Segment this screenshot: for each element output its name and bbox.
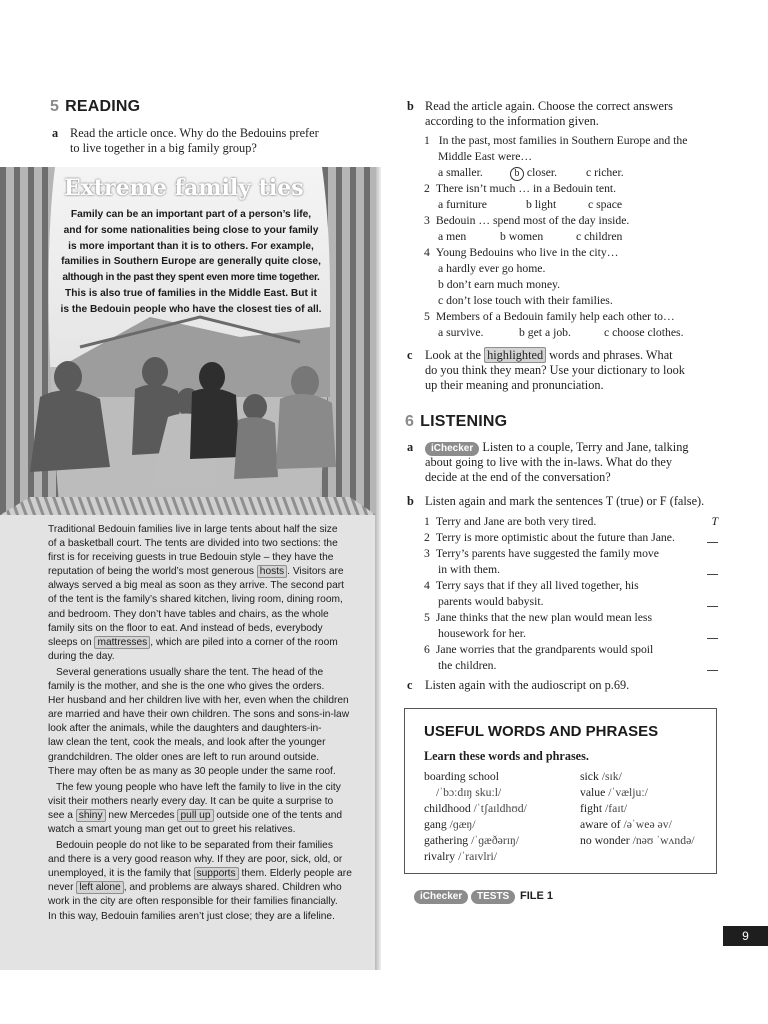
tf-item — [424, 578, 720, 610]
item-number: 2 — [424, 531, 430, 544]
vocab-word: gang — [424, 818, 447, 831]
vocab-item — [424, 769, 584, 785]
vocab-pronunciation: /əˈweə əv/ — [623, 818, 672, 831]
useful-words-box — [404, 708, 717, 874]
vocab-item — [424, 833, 584, 849]
option-text: closer. — [526, 166, 558, 179]
item-number: 2 — [424, 182, 430, 195]
question-text: to live together in a big family group? — [70, 141, 257, 155]
item-stem: In the past, most families in Southern Europe and the — [438, 134, 688, 147]
intro-line: although in the past they spent even more time together. — [62, 272, 320, 284]
question-text: Read the article once. Why do the Bedouins prefer — [70, 126, 319, 140]
highlighted-word: highlighted — [484, 347, 546, 363]
question-label: a — [407, 440, 414, 454]
item-text: Terry is more optimistic about the future than Jane. — [435, 531, 675, 544]
item-text: housework for her. — [438, 627, 526, 640]
article-paragraph-2 — [48, 666, 372, 779]
body-line — [48, 565, 372, 579]
item-number: 1 — [424, 134, 430, 147]
question-text — [425, 348, 673, 363]
item-text: Terry and Jane are both very tired. — [435, 515, 597, 528]
tf-item — [424, 530, 720, 546]
item-text: Jane worries that the grandparents would spoil — [435, 643, 654, 656]
vocab-pronunciation: /ˈvæljuː/ — [608, 786, 648, 799]
article-body — [48, 523, 372, 924]
question-text: Listen again and mark the sentences T (true) or F (false). — [425, 494, 705, 508]
vocab-pronunciation: /ˈbɔːdɪŋ skuːl/ — [436, 786, 502, 799]
mc-item — [424, 181, 744, 197]
article-intro — [46, 207, 336, 318]
body-line — [48, 881, 372, 895]
text: Look at the — [425, 348, 485, 362]
item-number: 3 — [424, 214, 430, 227]
question-text — [425, 440, 689, 456]
reading-section-heading — [50, 98, 140, 116]
vocab-item — [424, 849, 584, 865]
body-line: look after the animals, while the daughters and daughters-in- — [48, 723, 322, 735]
option-a[interactable]: a smaller. — [438, 166, 483, 179]
text: never — [48, 882, 77, 894]
mc-options — [424, 229, 744, 245]
answer-blank[interactable]: T — [711, 515, 718, 528]
file-label: FILE 1 — [519, 890, 553, 902]
tests-badge[interactable]: TESTS — [471, 890, 515, 904]
question-text: up their meaning and pronunciation. — [425, 378, 604, 392]
useful-words-subtitle: Learn these words and phrases. — [424, 749, 589, 763]
reading-question-c — [407, 348, 737, 394]
option-a[interactable]: a furniture — [438, 198, 487, 211]
vocab-item — [580, 769, 715, 785]
article-title: Extreme family ties — [64, 175, 304, 201]
vocab-pronunciation: /ˈraɪvlri/ — [458, 850, 498, 863]
vocab-word: aware of — [580, 818, 621, 831]
option-c[interactable]: c space — [588, 198, 623, 211]
item-text: in with them. — [438, 563, 501, 576]
question-label: b — [407, 494, 414, 508]
body-line: In this way, Bedouin families aren’t just close; they are a lifeline. — [48, 910, 335, 922]
body-line: There may often be as many as 30 people under the same roof. — [48, 765, 336, 777]
body-line: family is the mother, and she is the one who gives the orders. — [48, 681, 325, 693]
body-line: always served a big meal as soon as they arrive. The second part — [48, 580, 344, 592]
answer-blank[interactable] — [707, 638, 718, 639]
text: , and problems are always shared. Children who — [123, 882, 342, 894]
multiple-choice-list — [424, 133, 744, 341]
item-number: 6 — [424, 643, 430, 656]
text: see a — [48, 809, 76, 821]
vocab-word: childhood — [424, 802, 471, 815]
ichecker-icon[interactable]: iChecker — [425, 442, 479, 456]
option-a[interactable]: a survive. — [438, 326, 484, 339]
vocab-pronunciation: /ˈɡæðərɪŋ/ — [471, 834, 520, 847]
section-title: LISTENING — [420, 413, 508, 430]
body-line: watch a smart young man get out to greet his relatives. — [48, 823, 296, 835]
useful-words-title: USEFUL WORDS AND PHRASES — [424, 723, 659, 740]
article-paragraph-3 — [48, 781, 372, 837]
mc-item — [424, 133, 744, 149]
answer-blank[interactable] — [707, 606, 718, 607]
listening-question-b — [407, 494, 737, 510]
option-b[interactable]: b get a job. — [519, 326, 571, 339]
body-line — [48, 867, 372, 881]
item-stem: There isn’t much … in a Bedouin tent. — [435, 182, 617, 195]
item-stem: Young Bedouins who live in the city… — [435, 246, 619, 259]
answer-blank[interactable] — [707, 670, 718, 671]
mc-options — [424, 325, 744, 341]
vocab-pronunciation: /ɡæŋ/ — [449, 818, 476, 831]
vocab-pronunciation: /nəʊ ˈwʌndə/ — [632, 834, 695, 847]
text: new Mercedes — [105, 809, 178, 821]
vocab-word: rivalry — [424, 850, 456, 863]
item-number: 3 — [424, 547, 430, 560]
option-c[interactable]: c children — [576, 230, 623, 243]
tf-item — [424, 642, 720, 674]
body-line: Bedouin people do not like to be separated from their families — [56, 840, 333, 852]
body-line: are married and have their own children. The sons and sons-in-law — [48, 709, 350, 721]
body-line: visit their mothers nearly every day. It can be quite a surprise to — [48, 795, 334, 807]
section-number: 6 — [405, 413, 415, 430]
text: sleeps on — [48, 636, 95, 648]
question-text: according to the information given. — [425, 114, 599, 128]
mc-item — [424, 309, 744, 325]
text: words and phrases. What — [546, 348, 673, 362]
item-number: 4 — [424, 246, 430, 259]
option-b[interactable]: b don’t earn much money. — [438, 278, 561, 291]
question-label: a — [52, 126, 59, 140]
question-label: c — [407, 348, 413, 362]
item-number: 1 — [424, 515, 430, 528]
vocab-item — [424, 801, 584, 817]
option-b[interactable]: b light — [526, 198, 557, 211]
listening-question-a — [407, 440, 737, 486]
item-stem: Middle East were… — [438, 150, 533, 163]
highlighted-word: shiny — [76, 809, 106, 822]
text: outside one of the tents and — [213, 809, 343, 821]
body-line: first is for receiving guests in true Bedouin style – they have the — [48, 552, 334, 564]
text: Listen to a couple, Terry and Jane, talking — [482, 440, 689, 454]
option-b[interactable] — [510, 165, 557, 181]
question-text: about going to live with the in-laws. What do they — [425, 455, 673, 469]
vocab-word: boarding school — [424, 770, 499, 783]
question-text: decide at the end of the conversation? — [425, 470, 611, 484]
body-line: during the day. — [48, 650, 115, 662]
question-label: c — [407, 678, 413, 692]
vocab-word: fight — [580, 802, 603, 815]
question-label: b — [407, 99, 414, 113]
highlighted-word: hosts — [257, 565, 287, 578]
option-b[interactable]: b women — [500, 230, 544, 243]
reading-question-b — [407, 99, 737, 129]
item-stem: Members of a Bedouin family help each other to… — [435, 310, 675, 323]
intro-line: This is also true of families in the Middle East. But it — [65, 287, 317, 299]
body-line: law clean the tent, cook the meals, and look after the younger — [48, 737, 326, 749]
vocab-list-right — [580, 769, 715, 849]
highlighted-word: pull up — [177, 809, 213, 822]
vocab-word: value — [580, 786, 606, 799]
highlighted-word: supports — [194, 867, 239, 880]
vocab-word: no wonder — [580, 834, 630, 847]
text: reputation of being the world’s most generous — [48, 566, 257, 578]
body-line: of a basketball court. The tents are divided into two sections: the — [48, 538, 338, 550]
vocab-item — [580, 817, 715, 833]
text: . Visitors are — [287, 566, 344, 578]
article-paragraph-1 — [48, 523, 372, 664]
intro-line: families in Southern Europe are generally quite close, — [61, 256, 321, 268]
mc-options — [424, 197, 744, 213]
intro-line: Family can be an important part of a person’s life, — [70, 209, 312, 220]
question-text: do you think they mean? Use your dictionary to look — [425, 363, 685, 377]
body-line: grandchildren. The older ones are left to run around outside. — [48, 751, 320, 763]
item-stem: Bedouin … spend most of the day inside. — [435, 214, 630, 227]
option-c[interactable]: c richer. — [586, 166, 624, 179]
vocab-word: gathering — [424, 834, 469, 847]
question-text: Read the article again. Choose the correct answers — [425, 99, 673, 113]
section-number: 5 — [50, 98, 60, 115]
item-text: Jane thinks that the new plan would mean less — [435, 611, 653, 624]
intro-line: is the Bedouin people who have the closest ties of all. — [60, 303, 322, 315]
vocab-item — [580, 801, 715, 817]
intro-line: is more important than it is to others. For example, — [68, 240, 314, 252]
vocab-item — [424, 785, 584, 801]
listening-question-c — [407, 678, 737, 694]
body-line: work in the city are often responsible for their families financially. — [48, 896, 338, 908]
vocab-list-left — [424, 769, 584, 865]
item-number: 5 — [424, 611, 430, 624]
option-c[interactable]: c choose clothes. — [604, 326, 684, 339]
vocab-pronunciation: /faɪt/ — [605, 802, 628, 815]
answer-blank[interactable] — [707, 542, 718, 543]
text: unemployed, it is the family that — [48, 868, 194, 880]
item-number: 4 — [424, 579, 430, 592]
circled-answer: b — [510, 167, 524, 181]
mc-item — [424, 213, 744, 229]
ichecker-badge[interactable]: iChecker — [414, 890, 468, 904]
body-line: Several generations usually share the tent. The head of the — [56, 666, 324, 678]
body-line: family sits on the floor to eat. And instead of beds, everybody — [48, 622, 323, 634]
item-text: Terry’s parents have suggested the family move — [435, 547, 659, 560]
vocab-pronunciation: /ˈtʃaɪldhʊd/ — [473, 802, 527, 815]
tf-item — [424, 546, 720, 578]
page-number: 9 — [723, 926, 768, 946]
vocab-item — [580, 833, 715, 849]
item-text: Terry says that if they all lived together, his — [435, 579, 639, 592]
reading-question-a — [52, 126, 372, 156]
body-line: and there is a very good reason why. If they are poor, sick, old, or — [48, 854, 343, 866]
body-line: The few young people who have left the family to live in the city — [56, 781, 341, 793]
item-text: the children. — [438, 659, 497, 672]
mc-options — [424, 165, 744, 181]
item-text: parents would babysit. — [438, 595, 544, 608]
article-paragraph-4 — [48, 839, 372, 924]
vocab-item — [424, 817, 584, 833]
highlighted-word: mattresses — [94, 636, 150, 649]
mc-item — [424, 245, 744, 261]
option-c[interactable]: c don’t lose touch with their families. — [438, 294, 613, 307]
item-number: 5 — [424, 310, 430, 323]
intro-line: and for some nationalities being close to your family — [63, 224, 319, 236]
section-title: READING — [65, 98, 141, 115]
text: , which are piled into a corner of the room — [150, 636, 338, 648]
body-line — [48, 809, 372, 823]
vocab-pronunciation: /sɪk/ — [601, 770, 622, 783]
option-a[interactable]: a hardly ever go home. — [438, 262, 546, 275]
listening-section-heading — [405, 413, 507, 431]
body-line: of the tent is the family’s shared kitchen, living room, dining room, — [48, 594, 343, 606]
tf-item — [424, 610, 720, 642]
body-line: Her husband and her children live with her, even when the children — [48, 695, 349, 707]
text: them. Elderly people are — [238, 868, 352, 880]
answer-blank[interactable] — [707, 574, 718, 575]
tf-item — [424, 514, 720, 530]
body-line: and bedroom. They don’t have tables and chairs, as the whole — [48, 608, 329, 620]
footer-links — [414, 890, 553, 904]
body-line: Traditional Bedouin families live in large tents about half the size — [48, 524, 338, 535]
highlighted-word: left alone — [76, 881, 123, 894]
body-line — [48, 636, 372, 650]
question-text: Listen again with the audioscript on p.69. — [425, 678, 630, 692]
true-false-list — [424, 514, 720, 674]
vocab-item — [580, 785, 715, 801]
vocab-word: sick — [580, 770, 599, 783]
option-a[interactable]: a men — [438, 230, 467, 243]
